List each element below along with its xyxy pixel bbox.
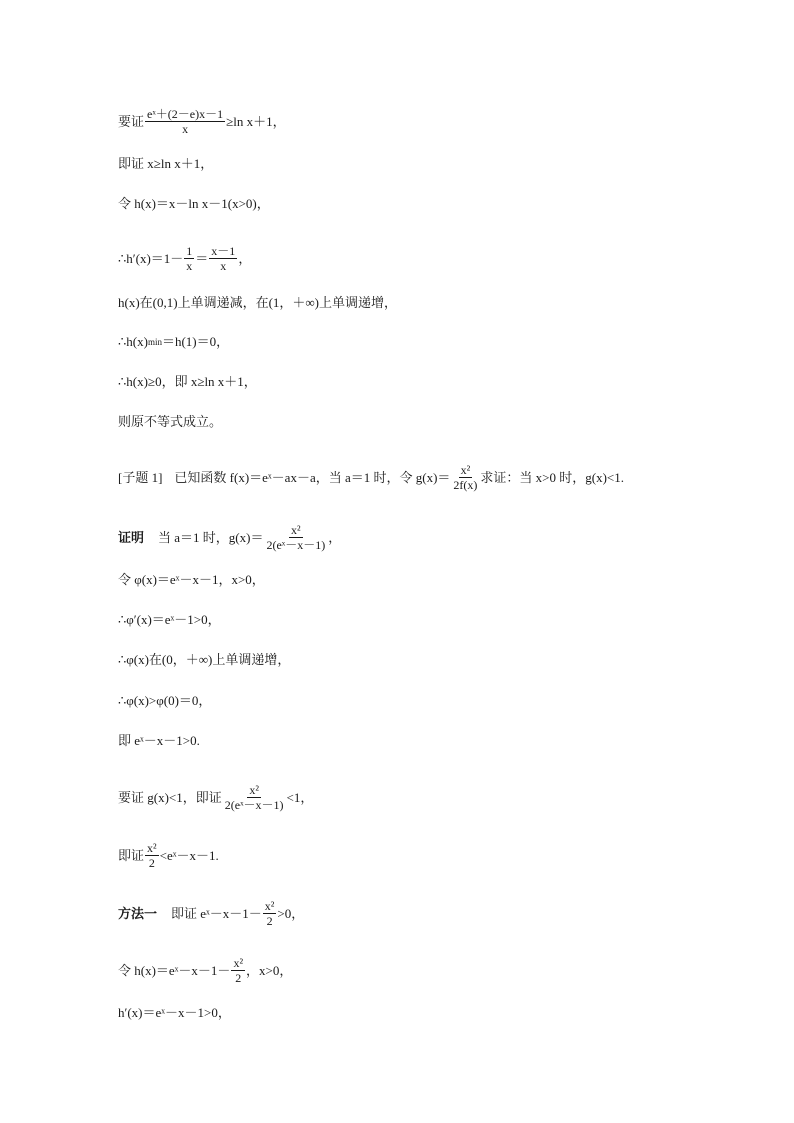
text: ∴φ(x)>φ(0)＝0， [118, 693, 212, 708]
text: ≥ln x＋1， [226, 113, 286, 129]
text: ， [238, 250, 252, 266]
text: 即证 x≥ln x＋1， [118, 156, 214, 171]
line-10 [118, 523, 754, 552]
denominator: 2 [266, 914, 273, 928]
line-6 [118, 334, 754, 350]
text: ∴h(x) [118, 334, 148, 349]
line-11 [118, 572, 754, 588]
line-20 [118, 1005, 754, 1021]
numerator: x² [291, 523, 301, 537]
line-18 [118, 899, 754, 928]
denominator: x [186, 259, 193, 273]
denominator: 2f(x) [453, 478, 478, 492]
text: ∴φ(x)在(0，＋∞)上单调递增， [118, 652, 291, 667]
text: ， [328, 529, 342, 545]
denominator: x [220, 259, 227, 273]
text: <1， [286, 789, 314, 805]
proof-label: 证明 [118, 529, 145, 545]
text: ∴h(x)≥0，即 x≥ln x＋1， [118, 374, 257, 389]
text: 即 eˣ－x－1>0. [118, 733, 200, 748]
text: 当 a＝1 时，g(x)＝ [158, 529, 264, 545]
line-1 [118, 107, 754, 136]
line-15 [118, 733, 754, 749]
line-12 [118, 612, 754, 628]
text: ＝h(1)＝0， [161, 334, 230, 349]
text: <eˣ－x－1. [159, 847, 219, 863]
fraction [145, 107, 225, 136]
fraction [231, 956, 245, 985]
numerator: eˣ＋(2－e)x－1 [147, 107, 224, 121]
line-4 [118, 244, 754, 273]
numerator: x－1 [211, 244, 236, 258]
fraction [451, 463, 479, 492]
text: 则原不等式成立。 [118, 414, 223, 429]
line-19 [118, 956, 754, 985]
text: 令 h(x)＝x－ln x－1(x>0)， [118, 196, 270, 211]
text: 令 h(x)＝eˣ－x－1－ [118, 962, 231, 978]
text: 令 φ(x)＝eˣ－x－1，x>0， [118, 572, 265, 587]
text: 即证 eˣ－x－1－ [171, 905, 262, 921]
line-3 [118, 196, 754, 212]
line-8 [118, 414, 754, 430]
numerator: x² [147, 841, 157, 855]
text: 即证 [118, 847, 145, 863]
line-5 [118, 295, 754, 311]
denominator: 2(eˣ－x－1) [224, 798, 284, 812]
line-7 [118, 374, 754, 390]
denominator: 2(eˣ－x－1) [266, 538, 326, 552]
text: ∴h′(x)＝1－ [118, 250, 184, 266]
text: ∴φ′(x)＝eˣ－1>0， [118, 612, 221, 627]
numerator: x² [249, 783, 259, 797]
line-16 [118, 783, 754, 812]
text: h′(x)＝eˣ－x－1>0， [118, 1005, 231, 1020]
text: ＝ [195, 250, 209, 266]
subproblem-label: [子题 1] [118, 469, 163, 485]
fraction [145, 841, 159, 870]
subscript: min [147, 337, 162, 347]
fraction [184, 244, 194, 273]
fraction [209, 244, 237, 273]
text: >0， [277, 905, 305, 921]
numerator: x² [264, 899, 275, 913]
fraction [264, 523, 327, 552]
text: 要证 g(x)<1，即证 [118, 789, 222, 805]
text: 求证：当 x>0 时，g(x)<1. [480, 469, 624, 485]
denominator: 2 [235, 971, 242, 985]
text: 要证 [118, 113, 145, 129]
denominator: x [182, 122, 189, 136]
line-13 [118, 652, 754, 668]
line-9 [118, 463, 754, 492]
denominator: 2 [148, 856, 155, 870]
text: 已知函数 f(x)＝eˣ－ax－a，当 a＝1 时，令 g(x)＝ [174, 469, 451, 485]
line-14 [118, 693, 754, 709]
line-2 [118, 156, 754, 172]
line-17 [118, 841, 754, 870]
numerator: x² [233, 956, 244, 970]
text: h(x)在(0,1)上单调递减，在(1，＋∞)上单调递增， [118, 295, 397, 310]
fraction [223, 783, 286, 812]
fraction [263, 899, 277, 928]
method-label: 方法一 [118, 905, 158, 921]
text: ，x>0， [246, 962, 293, 978]
numerator: 1 [186, 244, 193, 258]
numerator: x² [460, 463, 471, 477]
